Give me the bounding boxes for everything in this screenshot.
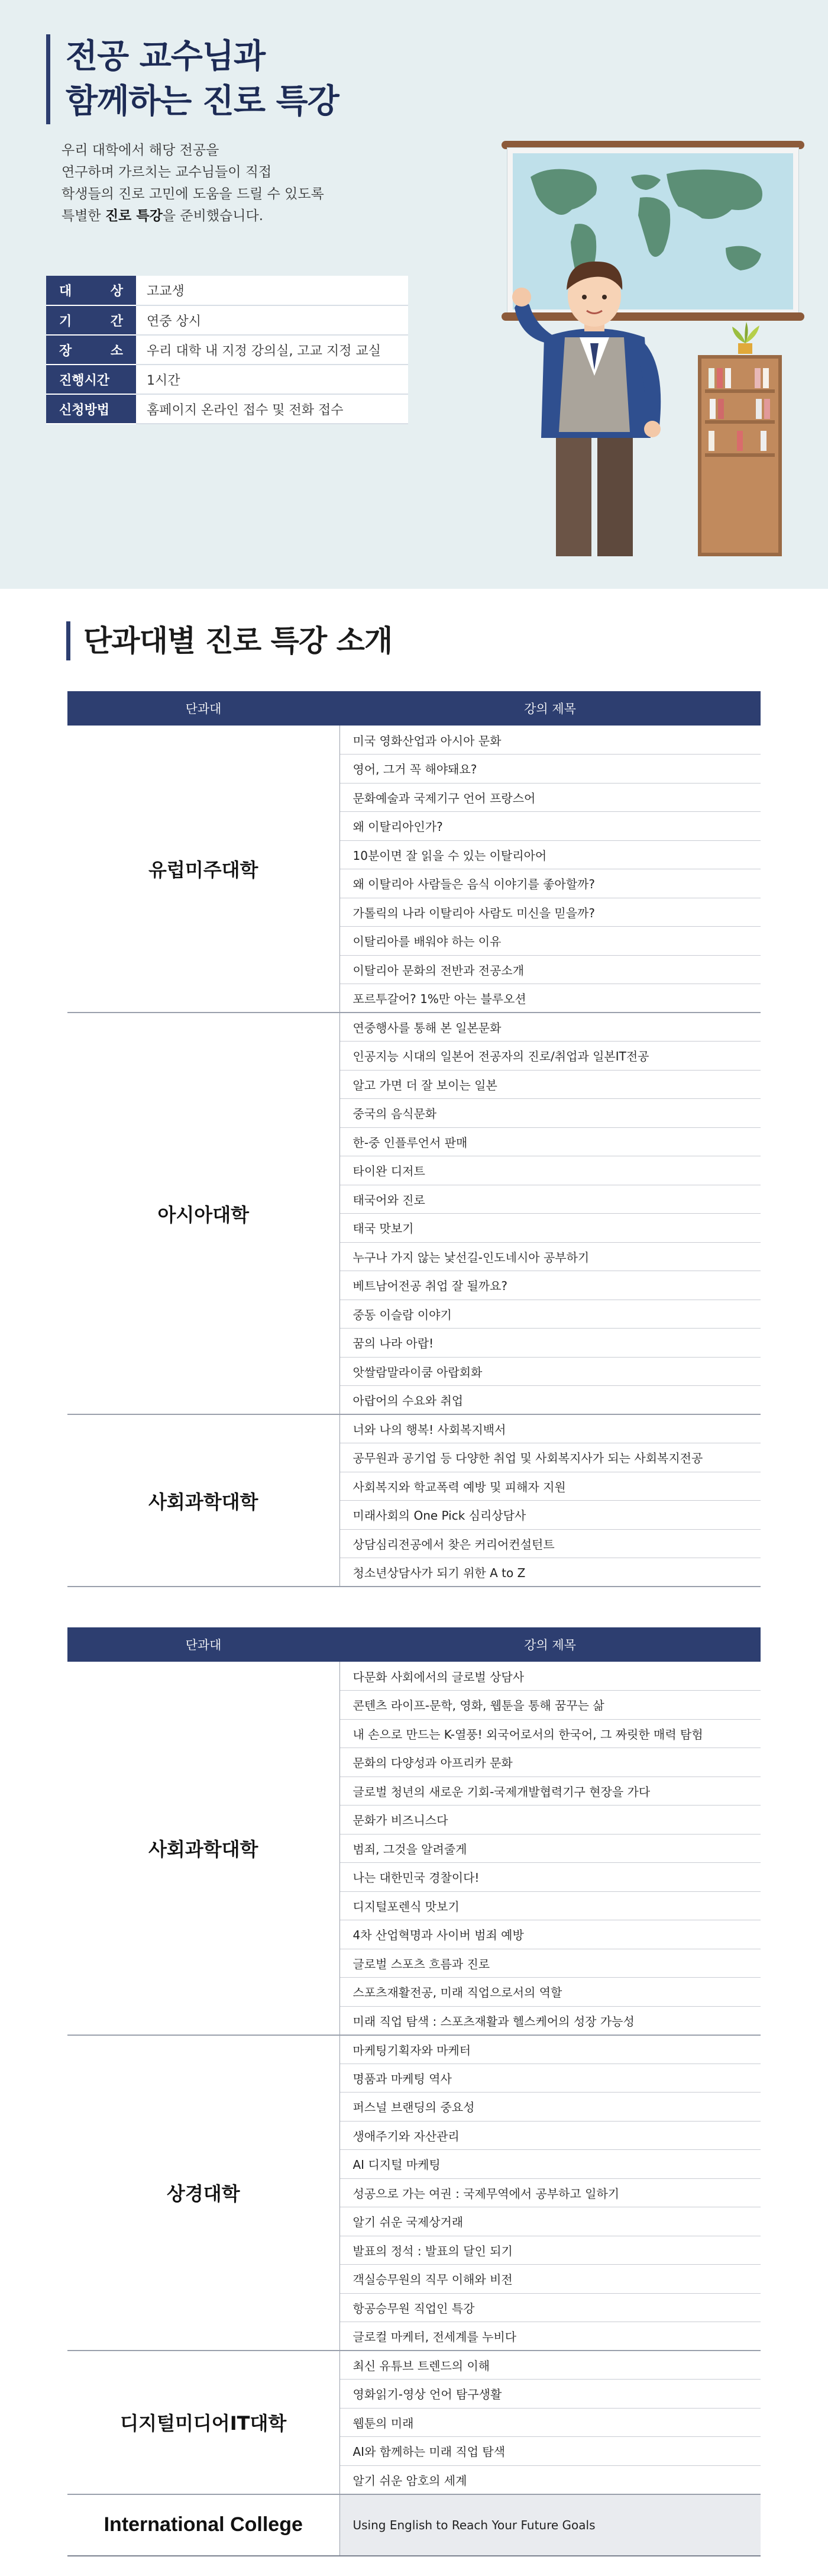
info-row-apply [46, 394, 408, 424]
lecture-title: 항공승무원 직업인 특강 [339, 2293, 761, 2322]
book-icon [717, 368, 723, 388]
lecture-title: 글로벌 청년의 새로운 기회-국제개발협력기구 현장을 가다 [339, 1777, 761, 1806]
header-lecture: 강의 제목 [339, 1627, 761, 1662]
lecture-title: 영어, 그거 꼭 해야돼요? [339, 755, 761, 784]
table2-body [67, 1662, 761, 2556]
book-icon [710, 399, 716, 419]
lecture-title: 공무원과 공기업 등 다양한 취업 및 사회복지사가 되는 사회복지전공 [339, 1443, 761, 1472]
lecture-title: 인공지능 시대의 일본어 전공자의 진로/취업과 일본IT전공 [339, 1042, 761, 1071]
college-name: 아시아대학 [67, 1013, 339, 1414]
table-header-row [67, 1627, 761, 1662]
lecture-title: 상담심리전공에서 찾은 커리어컨설턴트 [339, 1529, 761, 1558]
college-lecture-table-1 [67, 691, 761, 1587]
lecture-title: 내 손으로 만드는 K-열풍! 외국어로서의 한국어, 그 짜릿한 매력 탐험 [339, 1719, 761, 1748]
lecture-title: 문화가 비즈니스다 [339, 1806, 761, 1835]
info-value: 연중 상시 [136, 305, 408, 335]
lecture-title: 태국어와 진로 [339, 1185, 761, 1214]
info-label: 진행시간 [46, 365, 136, 394]
lecture-title: 한-중 인플루언서 판매 [339, 1127, 761, 1156]
lecture-title: 왜 이탈리아 사람들은 음식 이야기를 좋아할까? [339, 869, 761, 898]
lecture-title: AI와 함께하는 미래 직업 탐색 [339, 2437, 761, 2466]
lecture-title: 다문화 사회에서의 글로벌 상담사 [339, 1662, 761, 1691]
shelf-row [705, 453, 775, 457]
lecture-title: 이탈리아 문화의 전반과 전공소개 [339, 955, 761, 984]
lecture-title: 포르투갈어? 1%만 아는 블루오션 [339, 984, 761, 1013]
hero-desc-line: 학생들의 진로 고민에 도움을 드릴 수 있도록 [62, 186, 324, 202]
book-icon [709, 431, 714, 451]
lecture-title: 미국 영화산업과 아시아 문화 [339, 726, 761, 755]
info-label: 장 소 [46, 335, 136, 365]
hero-desc-line: 연구하며 가르치는 교수님들이 직접 [62, 165, 272, 180]
lecture-title: 베트남어전공 취업 잘 될까요? [339, 1271, 761, 1300]
header-college: 단과대 [67, 1627, 339, 1662]
lecture-title: 미래 직업 탐색 : 스포츠재활과 헬스케어의 성장 가능성 [339, 2006, 761, 2035]
lecture-title: 문화의 다양성과 아프리카 문화 [339, 1748, 761, 1777]
bookshelf-illustration [698, 355, 782, 556]
plant-icon [727, 320, 763, 355]
lecture-title: 가톨릭의 나라 이탈리아 사람도 미신을 믿을까? [339, 898, 761, 927]
info-row-period [46, 305, 408, 335]
lecture-title: 알기 쉬운 국제상거래 [339, 2207, 761, 2236]
hero-title-line2: 함께하는 진로 특강 [66, 82, 339, 121]
teacher-illustration [509, 249, 692, 556]
lecture-title: 왜 이탈리아인가? [339, 812, 761, 841]
table-row [67, 2494, 761, 2556]
table-row [67, 726, 761, 755]
lecture-title: 누구나 가지 않는 낯선길-인도네시아 공부하기 [339, 1242, 761, 1271]
info-value: 우리 대학 내 지정 강의실, 고교 지정 교실 [136, 335, 408, 365]
lecture-title: 웹툰의 미래 [339, 2408, 761, 2437]
hero-title [46, 34, 339, 124]
college-name: International College [67, 2494, 339, 2556]
lecture-title: 중국의 음식문화 [339, 1099, 761, 1128]
table-row [67, 2351, 761, 2380]
book-icon [764, 399, 770, 419]
lecture-title: 꿈의 나라 아랍! [339, 1329, 761, 1358]
lecture-title: 태국 맛보기 [339, 1214, 761, 1243]
lecture-title: AI 디지털 마케팅 [339, 2150, 761, 2179]
lecture-title: 발표의 정석 : 발표의 달인 되기 [339, 2236, 761, 2265]
book-icon [737, 431, 743, 451]
lecture-title: 명품과 마케팅 역사 [339, 2064, 761, 2093]
info-value: 1시간 [136, 365, 408, 394]
lecture-title: 글로벌 스포츠 흐름과 진로 [339, 1949, 761, 1978]
lecture-title: 최신 유튜브 트렌드의 이해 [339, 2351, 761, 2380]
shelf-row [705, 389, 775, 393]
college-name: 디지털미디어IT대학 [67, 2351, 339, 2494]
info-label: 대 상 [46, 276, 136, 305]
hero-description [62, 140, 416, 227]
lecture-title: 나는 대한민국 경찰이다! [339, 1863, 761, 1892]
book-icon [725, 368, 731, 388]
lecture-title: 생애주기와 자산관리 [339, 2121, 761, 2150]
hero-desc-text: 특별한 [62, 208, 105, 224]
hero-section [0, 0, 828, 589]
lecture-title: 중동 이슬람 이야기 [339, 1300, 761, 1329]
college-name: 상경대학 [67, 2035, 339, 2351]
lecture-title: 디지털포렌식 맛보기 [339, 1891, 761, 1920]
info-label: 신청방법 [46, 394, 136, 424]
college-name: 사회과학대학 [67, 1662, 339, 2035]
book-icon [718, 399, 724, 419]
book-icon [763, 368, 769, 388]
college-name: 사회과학대학 [67, 1414, 339, 1587]
shelf-row [705, 420, 775, 424]
header-college: 단과대 [67, 691, 339, 726]
hero-desc-text: 을 준비했습니다. [162, 208, 264, 224]
college-name: 유럽미주대학 [67, 726, 339, 1013]
header-lecture: 강의 제목 [339, 691, 761, 726]
lecture-title: 퍼스널 브랜딩의 중요성 [339, 2093, 761, 2122]
lecture-title: 객실승무원의 직무 이해와 비전 [339, 2265, 761, 2294]
lecture-title: 사회복지와 학교폭력 예방 및 피해자 지원 [339, 1472, 761, 1501]
info-value: 홈페이지 온라인 접수 및 전화 접수 [136, 394, 408, 424]
book-icon [756, 399, 762, 419]
info-row-place [46, 335, 408, 365]
lecture-title: 콘텐츠 라이프-문학, 영화, 웹툰을 통해 꿈꾸는 삶 [339, 1691, 761, 1720]
lecture-title: 너와 나의 행복! 사회복지백서 [339, 1414, 761, 1443]
lecture-title: 알기 쉬운 암호의 세계 [339, 2465, 761, 2494]
lecture-title: 성공으로 가는 여권 : 국제무역에서 공부하고 일하기 [339, 2178, 761, 2207]
book-icon [761, 431, 766, 451]
section-title: 단과대별 진로 특강 소개 [66, 621, 392, 660]
hero-title-line1: 전공 교수님과 [66, 37, 266, 76]
lecture-title: 앗쌀람말라이쿰 아랍회화 [339, 1357, 761, 1386]
book-icon [709, 368, 714, 388]
hero-desc-line [62, 205, 416, 227]
info-row-duration [46, 365, 408, 394]
lecture-title: 이탈리아를 배워야 하는 이유 [339, 927, 761, 956]
info-value: 고교생 [136, 276, 408, 305]
lecture-title: 범죄, 그것을 알려줄게 [339, 1834, 761, 1863]
college-lecture-table-2 [67, 1627, 761, 2556]
lecture-title: 문화예술과 국제기구 언어 프랑스어 [339, 783, 761, 812]
table-header-row [67, 691, 761, 726]
book-icon [755, 368, 761, 388]
lecture-title: 타이완 디저트 [339, 1156, 761, 1185]
lecture-title: 영화읽기-영상 언어 탐구생활 [339, 2380, 761, 2409]
lecture-title: 알고 가면 더 잘 보이는 일본 [339, 1070, 761, 1099]
table-row [67, 1013, 761, 1042]
lecture-title: 10분이면 잘 읽을 수 있는 이탈리아어 [339, 840, 761, 869]
lecture-title: 미래사회의 One Pick 심리상담사 [339, 1501, 761, 1530]
info-row-target [46, 276, 408, 305]
table-row [67, 2035, 761, 2064]
info-label: 기 간 [46, 305, 136, 335]
lecture-title: 아랍어의 수요와 취업 [339, 1386, 761, 1415]
table1-body [67, 726, 761, 1587]
table-row [67, 1414, 761, 1443]
lecture-title: 청소년상담사가 되기 위한 A to Z [339, 1558, 761, 1587]
lecture-title: 연중행사를 통해 본 일본문화 [339, 1013, 761, 1042]
lecture-title: 4차 산업혁명과 사이버 범죄 예방 [339, 1920, 761, 1949]
lecture-title: 스포츠재활전공, 미래 직업으로서의 역할 [339, 1978, 761, 2007]
lecture-title: 글로컬 마케터, 전세계를 누비다 [339, 2322, 761, 2351]
hero-desc-line: 우리 대학에서 해당 전공을 [62, 143, 219, 158]
info-table [46, 276, 408, 424]
table-row [67, 1662, 761, 1691]
hero-desc-emphasis: 진로 특강 [105, 208, 163, 224]
lecture-title: Using English to Reach Your Future Goals [339, 2494, 761, 2556]
lecture-title: 마케팅기획자와 마케터 [339, 2035, 761, 2064]
